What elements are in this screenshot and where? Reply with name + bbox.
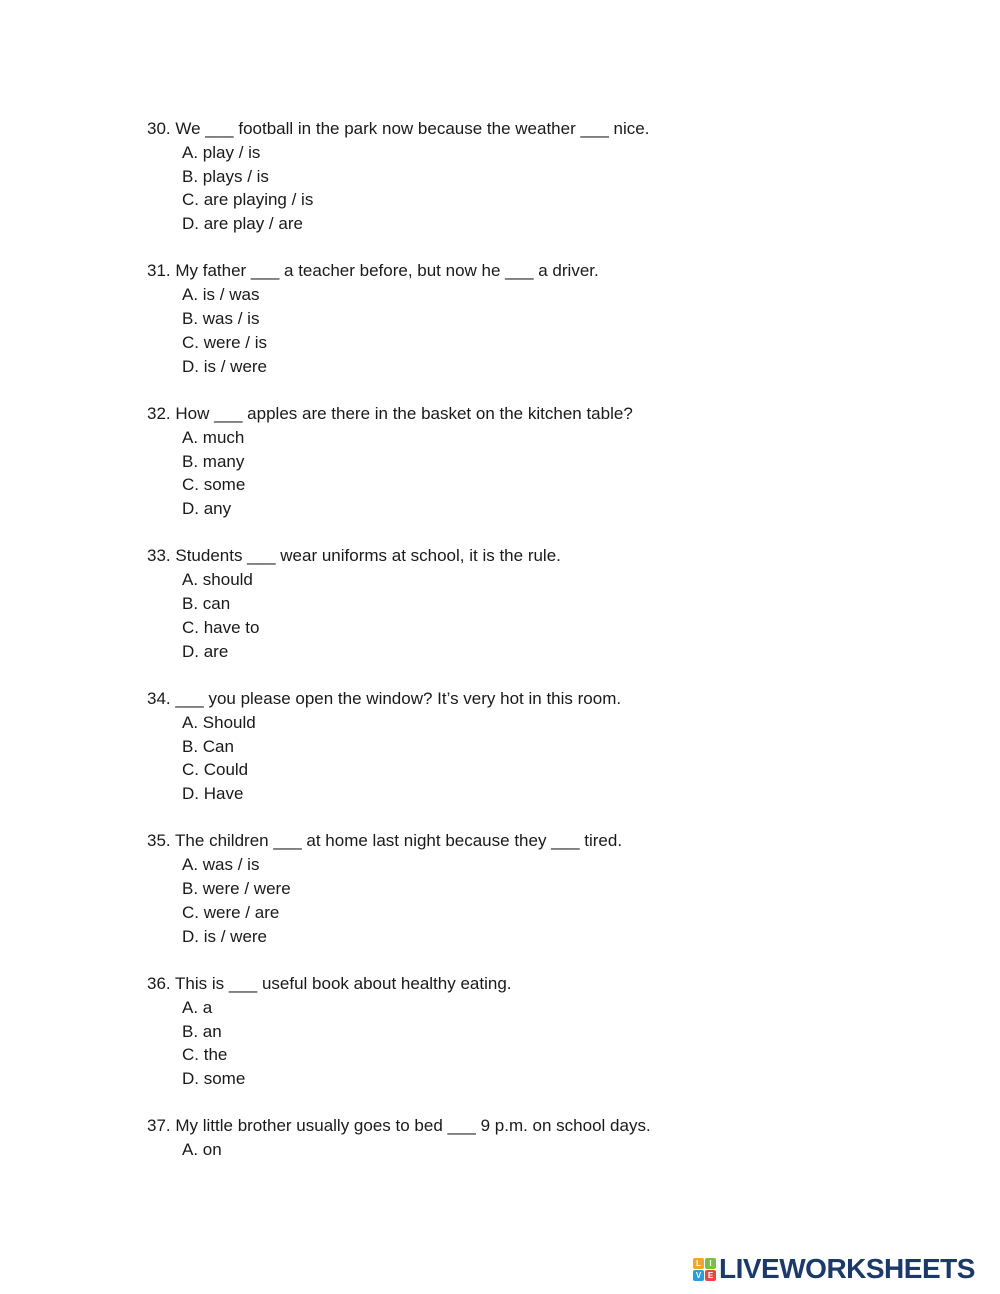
question-text: 33. Students ___ wear uniforms at school, it is the rule. bbox=[147, 546, 561, 566]
option-b: B. Can bbox=[182, 736, 234, 756]
option-a: A. Should bbox=[182, 712, 256, 732]
option-d: D. is / were bbox=[182, 356, 268, 376]
option-a: A. a bbox=[182, 997, 213, 1017]
logo-tile: I bbox=[705, 1258, 716, 1269]
question-32 bbox=[147, 402, 927, 521]
option-a: A. is / was bbox=[182, 285, 260, 305]
logo-tile: L bbox=[693, 1258, 704, 1269]
option-d: D. some bbox=[182, 1069, 246, 1089]
question-text: 37. My little brother usually goes to bed ___ 9 p.m. on school days. bbox=[147, 1116, 651, 1136]
option-a: A. on bbox=[182, 1140, 222, 1160]
question-30 bbox=[147, 117, 927, 236]
option-c: C. some bbox=[182, 475, 246, 495]
question-35 bbox=[147, 829, 927, 948]
liveworksheets-logo[interactable] bbox=[693, 1255, 975, 1283]
logo-tile: E bbox=[705, 1270, 716, 1281]
logo-tile: V bbox=[693, 1270, 704, 1281]
option-a: A. was / is bbox=[182, 855, 260, 875]
question-text: 34. ___ you please open the window? It’s very hot in this room. bbox=[147, 688, 622, 708]
option-c: C. were / are bbox=[182, 902, 280, 922]
option-c: C. are playing / is bbox=[182, 190, 314, 210]
question-text: 32. How ___ apples are there in the basket on the kitchen table? bbox=[147, 403, 633, 423]
option-b: B. plays / is bbox=[182, 166, 269, 186]
option-d: D. is / were bbox=[182, 926, 268, 946]
option-a: A. much bbox=[182, 427, 245, 447]
option-b: B. can bbox=[182, 594, 231, 614]
option-d: D. are bbox=[182, 641, 229, 661]
option-b: B. an bbox=[182, 1021, 222, 1041]
question-text: 31. My father ___ a teacher before, but now he ___ a driver. bbox=[147, 261, 599, 281]
worksheet bbox=[147, 117, 927, 1185]
option-b: B. was / is bbox=[182, 309, 260, 329]
option-c: C. Could bbox=[182, 760, 249, 780]
option-d: D. are play / are bbox=[182, 214, 303, 234]
option-b: B. many bbox=[182, 451, 245, 471]
option-a: A. play / is bbox=[182, 142, 261, 162]
live-logo-icon bbox=[693, 1258, 716, 1281]
question-36 bbox=[147, 972, 927, 1091]
option-d: D. any bbox=[182, 499, 232, 519]
question-text: 35. The children ___ at home last night because they ___ tired. bbox=[147, 831, 623, 851]
question-text: 30. We ___ football in the park now because the weather ___ nice. bbox=[147, 119, 650, 138]
question-34 bbox=[147, 687, 927, 806]
option-c: C. were / is bbox=[182, 332, 268, 352]
brand-name: LIVEWORKSHEETS bbox=[719, 1253, 975, 1284]
option-a: A. should bbox=[182, 570, 253, 590]
question-31 bbox=[147, 259, 927, 378]
option-b: B. were / were bbox=[182, 879, 291, 899]
option-c: C. have to bbox=[182, 617, 260, 637]
option-d: D. Have bbox=[182, 784, 244, 804]
question-33 bbox=[147, 544, 927, 663]
question-37 bbox=[147, 1114, 927, 1162]
option-c: C. the bbox=[182, 1045, 228, 1065]
question-text: 36. This is ___ useful book about healthy eating. bbox=[147, 973, 512, 993]
